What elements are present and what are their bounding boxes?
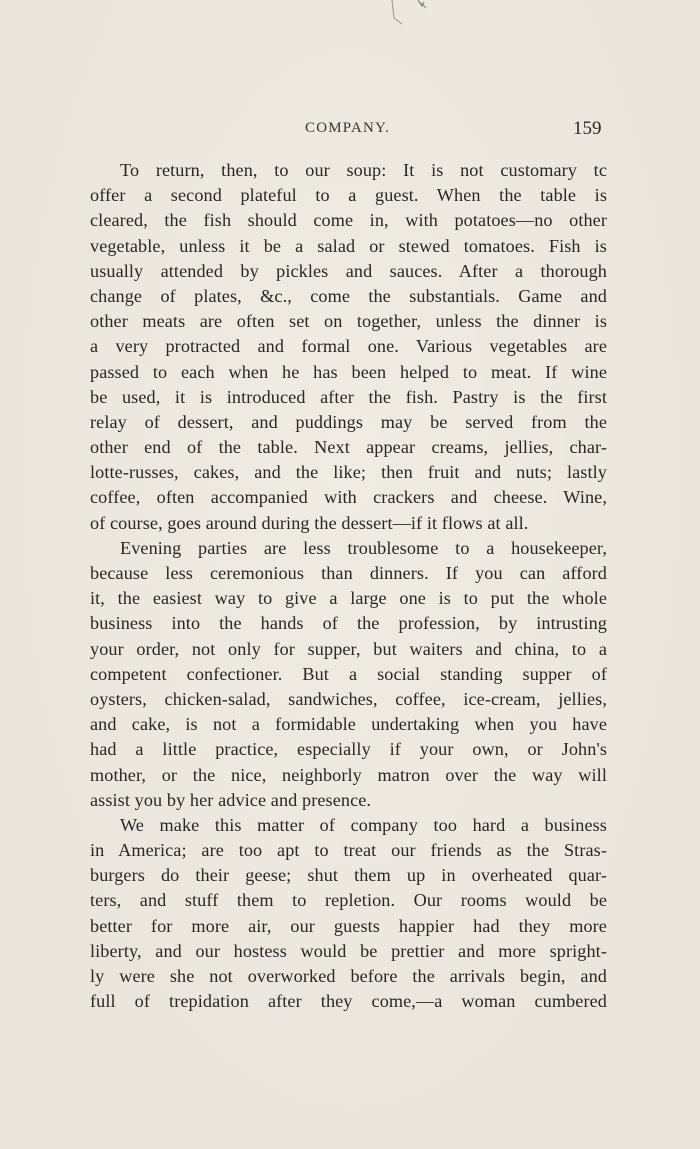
text-line: liberty, and our hostess would be prettier and more spright- [90,940,607,961]
text-line: usually attended by pickles and sauces. After a thorough [90,260,607,281]
text-line: had a little practice, especially if your own, or John's [90,739,607,760]
text-line: vegetable, unless it be a salad or stewed tomatoes. Fish is [90,235,607,256]
text-line: a very protracted and formal one. Various vegetables are [90,336,607,357]
text-line: business into the hands of the profession, by intrusting [90,613,607,634]
text-line: mother, or the nice, neighborly matron over the way will [90,764,607,785]
text-line: it, the easiest way to give a large one is to put the whole [90,588,607,609]
text-line: assist you by her advice and presence. [90,789,372,810]
text-line: other meats are often set on together, unless the dinner is [90,311,607,332]
text-line: competent confectioner. But a social standing supper of [90,663,607,684]
body-text [90,158,607,1014]
text-line: We make this matter of company too hard a business [120,814,607,835]
text-line: be used, it is introduced after the fish. Pastry is the first [90,386,607,407]
text-line: Evening parties are less troublesome to a housekeeper, [120,537,607,558]
text-line: ly were she not overworked before the arrivals begin, and [90,966,607,986]
text-line: because less ceremonious than dinners. If you can afford [90,563,607,583]
text-line: full of trepidation after they come,—a woman cumbered [90,991,607,1012]
text-line: and cake, is not a formidable undertaking when you have [90,714,607,735]
text-line: your order, not only for supper, but waiters and china, to a [90,638,607,659]
running-head: COMPANY. [305,120,391,136]
text-line: burgers do their geese; shut them up in overheated quar- [90,865,607,886]
text-line: oysters, chicken-salad, sandwiches, coffee, ice-cream, jellies, [90,688,607,709]
text-line: in America; are too apt to treat our friends as the Stras- [90,840,607,861]
text-line: coffee, often accompanied with crackers and cheese. Wine, [90,487,607,508]
text-line: lotte-russes, cakes, and the like; then fruit and nuts; lastly [90,462,607,483]
page-number: 159 [573,118,602,139]
text-line: other end of the table. Next appear creams, jellies, char- [90,437,607,458]
page-edge-mark-icon [388,0,428,28]
text-line: relay of dessert, and puddings may be served from the [90,411,607,432]
text-line: To return, then, to our soup: It is not customary tc [120,160,607,180]
text-line: offer a second plateful to a guest. When the table is [90,185,607,206]
page-header [0,118,700,142]
text-line: ters, and stuff them to repletion. Our rooms would be [90,890,607,911]
text-line: of course, goes around during the dessert—if it flows at all. [90,512,529,533]
text-line: passed to each when he has been helped to meat. If wine [90,361,607,382]
text-line: better for more air, our guests happier had they more [90,915,607,936]
text-line: cleared, the fish should come in, with potatoes—no other [90,210,607,231]
text-line: change of plates, &c., come the substantials. Game and [90,285,607,306]
